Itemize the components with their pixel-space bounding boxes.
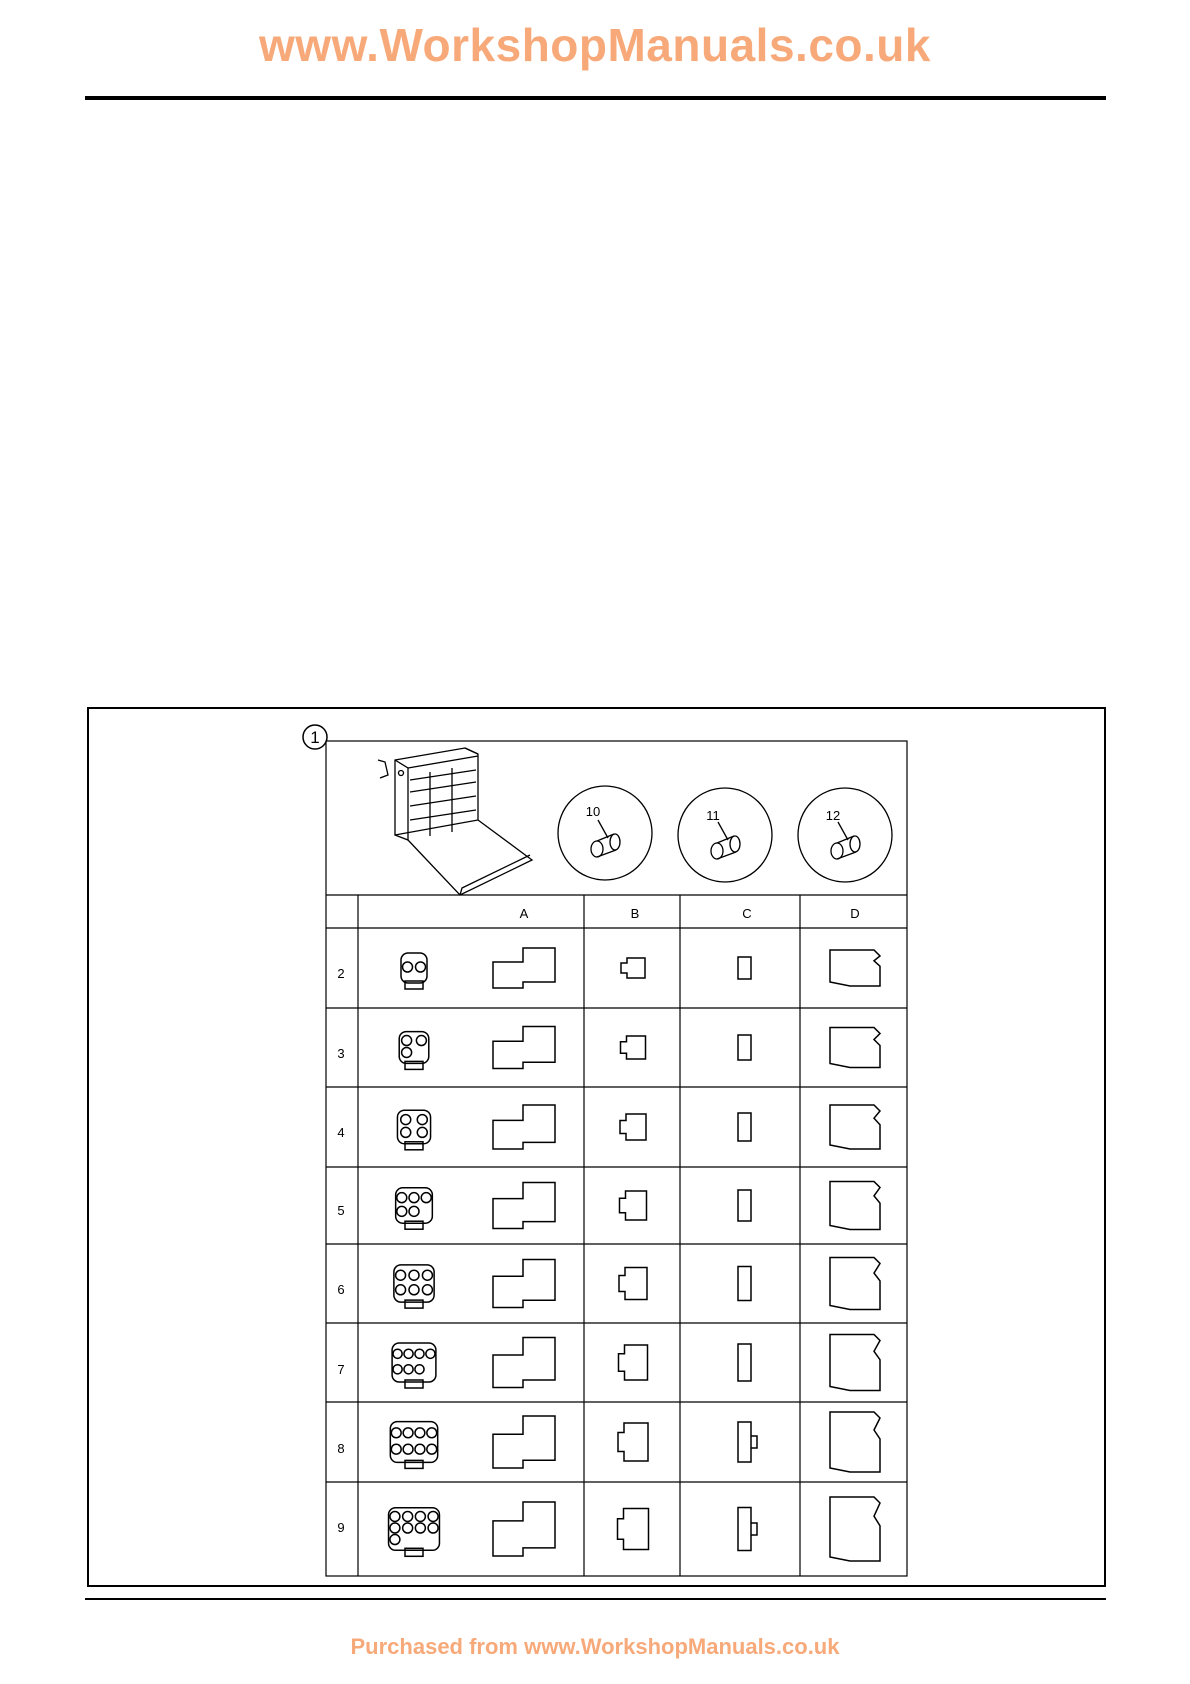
column-header-c: C	[742, 906, 752, 921]
connector-face-3	[399, 1032, 429, 1070]
connector-row-7	[392, 1335, 880, 1391]
connector-cells	[389, 948, 880, 1561]
connector-a-8	[493, 1416, 555, 1468]
figure-callout	[303, 725, 356, 1576]
figure-number: 1	[310, 728, 320, 747]
row-label-9: 9	[337, 1520, 345, 1535]
connector-c-8	[738, 1422, 757, 1462]
connector-a-4	[493, 1105, 555, 1149]
connector-b-3	[621, 1036, 646, 1059]
connector-b-9	[618, 1509, 649, 1550]
connector-b-4	[620, 1114, 646, 1140]
tube-11-label: 11	[706, 808, 720, 823]
tube-10-label: 10	[585, 804, 601, 819]
connector-c-4	[738, 1113, 751, 1141]
row-label-6: 6	[337, 1282, 345, 1297]
row-label-4: 4	[337, 1125, 345, 1140]
connector-face-9	[389, 1508, 440, 1557]
connector-row-4	[397, 1105, 880, 1150]
connector-b-7	[619, 1345, 648, 1380]
connector-face-7	[392, 1343, 436, 1388]
site-title[interactable]: www.WorkshopManuals.co.uk	[259, 19, 931, 71]
row-label-8: 8	[337, 1441, 345, 1456]
connector-b-6	[619, 1268, 647, 1300]
column-header-d: D	[850, 906, 860, 921]
connector-a-5	[493, 1183, 555, 1229]
row-label-7: 7	[337, 1362, 345, 1377]
connector-a-7	[493, 1338, 555, 1388]
connector-face-6	[394, 1265, 434, 1308]
connector-face-4	[397, 1110, 430, 1150]
connector-row-6	[394, 1258, 880, 1310]
connector-row-3	[399, 1027, 880, 1070]
connector-d-9	[830, 1497, 880, 1561]
connector-c-6	[738, 1267, 751, 1301]
tube-10-callout	[558, 786, 652, 880]
tube-12-label: 12	[825, 808, 841, 823]
connector-d-2	[830, 950, 880, 986]
connector-d-5	[830, 1182, 880, 1230]
connector-b-2	[621, 958, 645, 978]
connector-a-2	[493, 948, 555, 988]
connector-c-3	[738, 1035, 751, 1060]
connector-c-2	[738, 957, 751, 979]
row-label-5: 5	[337, 1203, 345, 1218]
connector-c-9	[738, 1508, 757, 1551]
storage-case-illustration	[378, 748, 532, 895]
connector-b-5	[620, 1191, 647, 1220]
connector-row-8	[390, 1412, 880, 1472]
connector-face-8	[390, 1422, 437, 1469]
tube-11-callout	[678, 788, 772, 882]
connector-a-9	[493, 1502, 555, 1556]
row-label-3: 3	[337, 1046, 345, 1061]
connector-a-6	[493, 1260, 555, 1308]
connector-d-3	[830, 1028, 880, 1068]
column-header-b: B	[630, 906, 640, 921]
connector-b-8	[618, 1423, 648, 1461]
connector-d-8	[830, 1412, 880, 1472]
row-label-2: 2	[337, 966, 345, 981]
footer-rule	[85, 1598, 1106, 1600]
connector-row-5	[396, 1182, 880, 1230]
footer-text[interactable]: Purchased from www.WorkshopManuals.co.uk	[350, 1634, 840, 1659]
connector-a-3	[493, 1027, 555, 1069]
tube-12-callout	[798, 788, 892, 882]
connector-row-9	[389, 1497, 880, 1561]
connector-row-2	[401, 948, 880, 989]
connector-c-5	[738, 1190, 751, 1221]
connector-face-5	[396, 1188, 433, 1229]
connector-d-6	[830, 1258, 880, 1310]
column-header-a: A	[519, 906, 529, 921]
connector-d-4	[830, 1105, 880, 1149]
connector-face-2	[401, 953, 427, 989]
connector-c-7	[738, 1344, 751, 1381]
connector-d-7	[830, 1335, 880, 1391]
